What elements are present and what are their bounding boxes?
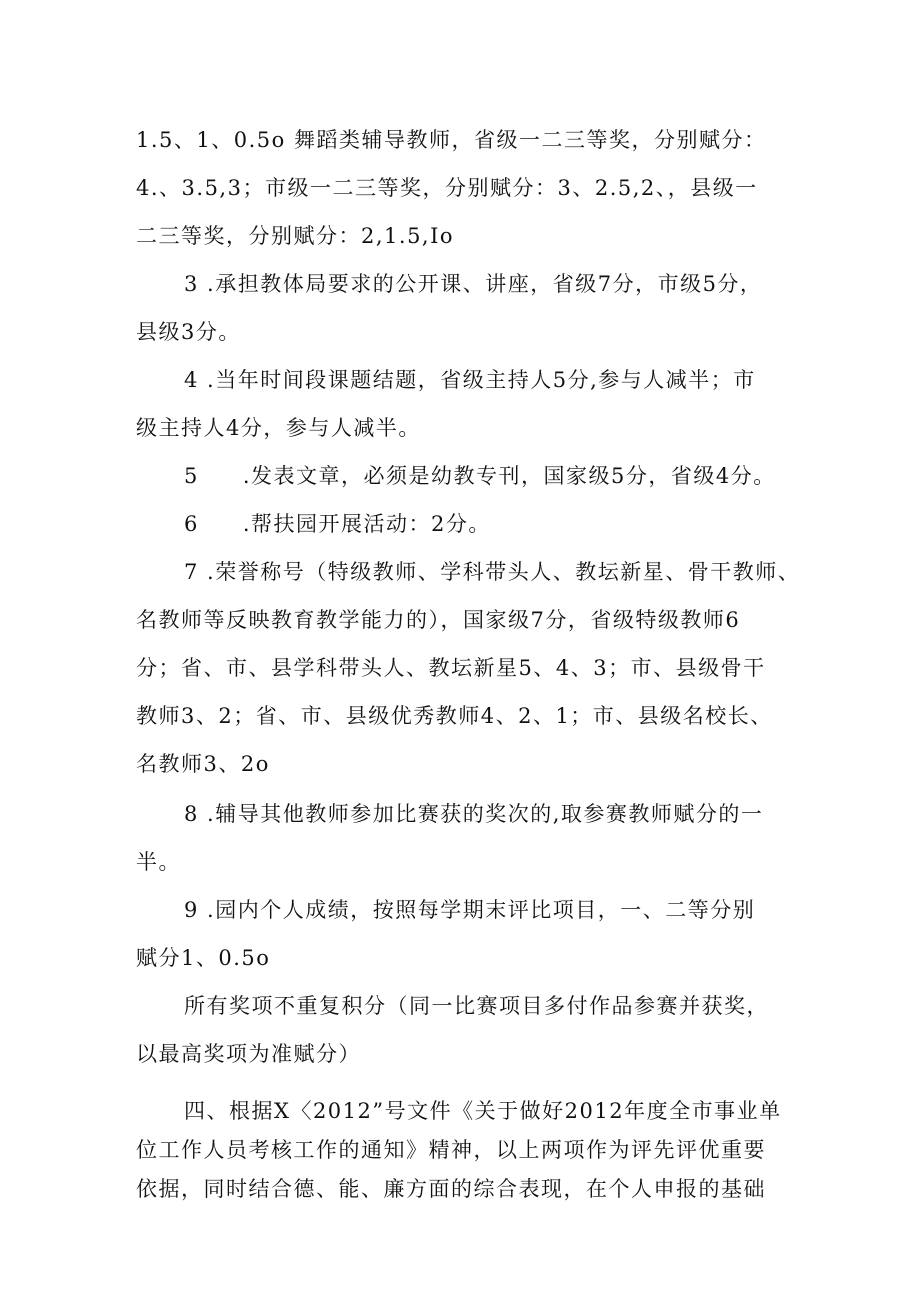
text-line [136,790,796,838]
paragraph-item-6 [136,500,796,548]
text-line-content: 四、根据X〈2012”号文件《关于做好2012年度全市事业单 [184,1099,782,1123]
item-number: 6 [184,512,199,536]
text-line: 半。 [136,850,181,874]
text-line [136,356,796,404]
paragraph-item-4 [136,356,796,452]
text-line [136,548,801,596]
text-line [136,1092,796,1131]
text-line: 级主持人4分，参与人减半。 [136,416,421,440]
text-line: 二三等奖，分别赋分：2,1.5,Io [136,224,455,248]
text-line-content: 8 .辅导其他教师参加比赛获的奖次的,取参赛教师赋分的一 [184,802,764,826]
paragraph-item-5 [136,452,796,500]
text-line [136,452,796,500]
text-line: 4.、3.5,3；市级一二三等奖，分别赋分：3、2.5,2、，县级一 [136,176,758,200]
text-line: 位工作人员考核工作的通知》精神，以上两项作为评先评优重要 [136,1138,766,1162]
text-line-content: 9 .园内个人成绩，按照每学期末评比项目，一、二等分别 [184,898,756,922]
text-line: 依据，同时结合德、能、廉方面的综合表现，在个人申报的基础 [136,1177,766,1201]
paragraph-item-7 [136,548,801,788]
paragraph-dance-awards [136,116,796,260]
text-line: 1.5、1、0.5o 舞蹈类辅导教师，省级一二三等奖，分别赋分： [136,128,767,152]
text-line: 分；省、市、县学科带头人、教坛新星5、4、3；市、县级骨干 [136,656,766,680]
text-line: 名教师等反映教育教学能力的），国家级7分，省级特级教师6 [136,608,741,632]
paragraph-item-3 [136,260,796,356]
text-line: 以最高奖项为准赋分） [136,1042,361,1066]
text-line [136,260,796,308]
text-line-content: .帮扶园开展活动：2分。 [242,512,491,536]
text-line: 名教师3、2o [136,752,270,776]
text-line-content: 7 .荣誉称号（特级教师、学科带头人、教坛新星、骨干教师、 [184,560,801,584]
text-line: 赋分1、0.5o [136,946,271,970]
text-line: 县级3分。 [136,320,241,344]
text-line [136,500,796,548]
text-line: 教师3、2；省、市、县级优秀教师4、2、1；市、县级名校长、 [136,704,773,728]
text-line-content: 所有奖项不重复积分（同一比赛项目多付作品参赛并获奖， [184,994,769,1018]
paragraph-section-four [136,1092,796,1209]
text-line-content: 4 .当年时间段课题结题，省级主持人5分,参与人减半；市 [184,368,756,392]
text-line [136,982,796,1030]
paragraph-no-duplicate-note [136,982,796,1078]
text-line [136,886,796,934]
paragraph-item-8 [136,790,796,886]
text-line-content: 3 .承担教体局要求的公开课、讲座，省级7分，市级5分， [184,272,763,296]
text-line-content: .发表文章，必须是幼教专刊，国家级5分，省级4分。 [242,464,776,488]
paragraph-item-9 [136,886,796,982]
item-number: 5 [184,464,199,488]
